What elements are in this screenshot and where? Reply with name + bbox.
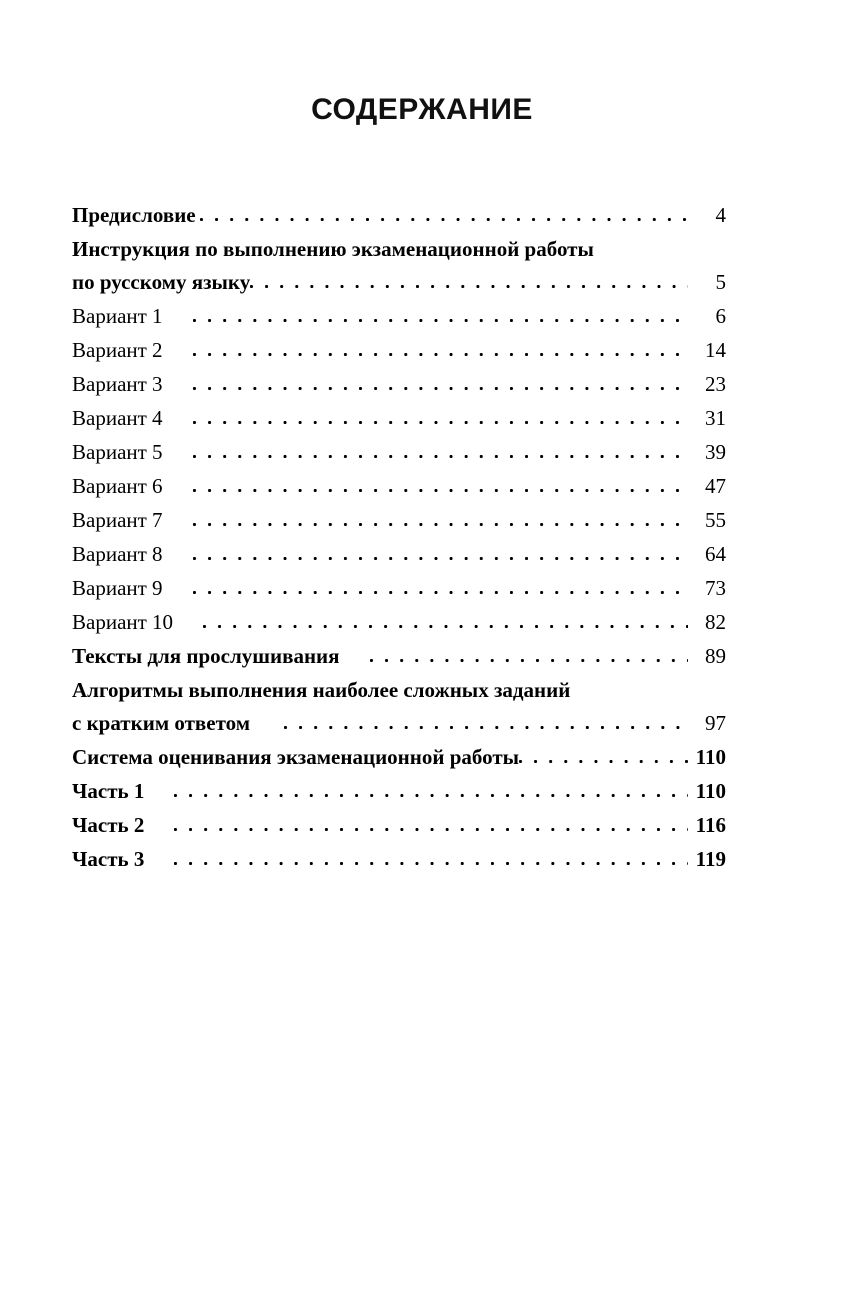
toc-entry-page: 116	[695, 813, 726, 837]
page-title: СОДЕРЖАНИЕ	[311, 93, 533, 126]
dot-leader	[193, 442, 688, 463]
dot-leader	[193, 578, 688, 599]
toc-entry-continuation	[72, 272, 726, 293]
toc-entry-label-line1: Инструкция по выполнению экзаменационной работы	[72, 237, 594, 261]
dot-leader	[203, 612, 688, 633]
dot-leader	[200, 205, 688, 226]
toc-entry-page: 82	[705, 610, 726, 634]
toc-entry-page: 73	[705, 576, 726, 600]
toc-entry-page: 64	[705, 542, 726, 566]
toc-entry-part-3[interactable]	[72, 849, 726, 870]
toc-entry-label: Вариант 10	[72, 610, 174, 634]
toc-entry-label: Часть 3	[72, 847, 145, 871]
toc-entry-label-line2: по русскому языку	[72, 270, 251, 294]
toc-entry-label: Вариант 1	[72, 304, 163, 328]
dot-leader	[193, 340, 688, 361]
toc-entry-page: 14	[705, 338, 726, 362]
toc-entry-instruction[interactable]	[72, 239, 726, 293]
toc-entry-variant-6[interactable]	[72, 476, 726, 497]
toc-entry-page: 4	[715, 203, 726, 227]
toc-entry-variant-5[interactable]	[72, 442, 726, 463]
toc-entry-label-line2: с кратким ответом	[72, 711, 251, 735]
toc-entry-page: 5	[715, 270, 726, 294]
toc-entry-label-line1: Алгоритмы выполнения наиболее сложных заданий	[72, 678, 571, 702]
toc-entry-label: Тексты для прослушивания	[72, 644, 340, 668]
toc-entry-page: 110	[695, 779, 726, 803]
toc-entry-label: Вариант 3	[72, 372, 163, 396]
toc-entry-label: Вариант 2	[72, 338, 163, 362]
dot-leader	[519, 747, 688, 768]
dot-leader	[370, 646, 688, 667]
toc-entry-variant-10[interactable]	[72, 612, 726, 633]
toc-entry-label: Вариант 9	[72, 576, 163, 600]
toc-entry-page: 6	[715, 304, 726, 328]
toc-entry-variant-9[interactable]	[72, 578, 726, 599]
toc-entry-label: Предисловие	[72, 203, 196, 227]
toc-entry-part-1[interactable]	[72, 781, 726, 802]
toc-entry-algorithms[interactable]	[72, 680, 726, 734]
toc-entry-page: 31	[705, 406, 726, 430]
dot-leader	[193, 374, 688, 395]
toc-entry-grading-system[interactable]	[72, 747, 726, 768]
dot-leader	[193, 408, 688, 429]
toc-entry-variant-8[interactable]	[72, 544, 726, 565]
toc-entry-page: 97	[705, 711, 726, 735]
toc-entry-label: Система оценивания экзаменационной работы	[72, 745, 520, 769]
dot-leader	[174, 781, 688, 802]
toc-entry-page: 55	[705, 508, 726, 532]
toc-entry-page: 89	[705, 644, 726, 668]
toc-entry-page: 23	[705, 372, 726, 396]
dot-leader	[193, 510, 688, 531]
toc-entry-label: Вариант 4	[72, 406, 163, 430]
toc-entry-label: Часть 2	[72, 813, 145, 837]
toc-entry-label: Вариант 5	[72, 440, 163, 464]
toc-entry-variant-3[interactable]	[72, 374, 726, 395]
dot-leader	[193, 306, 688, 327]
toc-entry-label: Вариант 6	[72, 474, 163, 498]
toc-entry-page: 47	[705, 474, 726, 498]
toc-entry-variant-7[interactable]	[72, 510, 726, 531]
toc-entry-preface[interactable]	[72, 205, 726, 226]
dot-leader	[193, 544, 688, 565]
toc-entry-listening-texts[interactable]	[72, 646, 726, 667]
toc-entry-part-2[interactable]	[72, 815, 726, 836]
toc-entry-label: Часть 1	[72, 779, 145, 803]
toc-entry-label: Вариант 8	[72, 542, 163, 566]
toc-entry-page: 110	[695, 745, 726, 769]
dot-leader	[250, 272, 688, 293]
dot-leader	[174, 849, 688, 870]
dot-leader	[174, 815, 688, 836]
toc-entry-page: 119	[695, 847, 726, 871]
dot-leader	[284, 713, 688, 734]
dot-leader	[193, 476, 688, 497]
toc-entry-variant-4[interactable]	[72, 408, 726, 429]
toc-entry-continuation	[72, 713, 726, 734]
toc-entry-variant-2[interactable]	[72, 340, 726, 361]
toc-entry-variant-1[interactable]	[72, 306, 726, 327]
table-of-contents	[72, 205, 726, 883]
toc-entry-label: Вариант 7	[72, 508, 163, 532]
toc-entry-page: 39	[705, 440, 726, 464]
